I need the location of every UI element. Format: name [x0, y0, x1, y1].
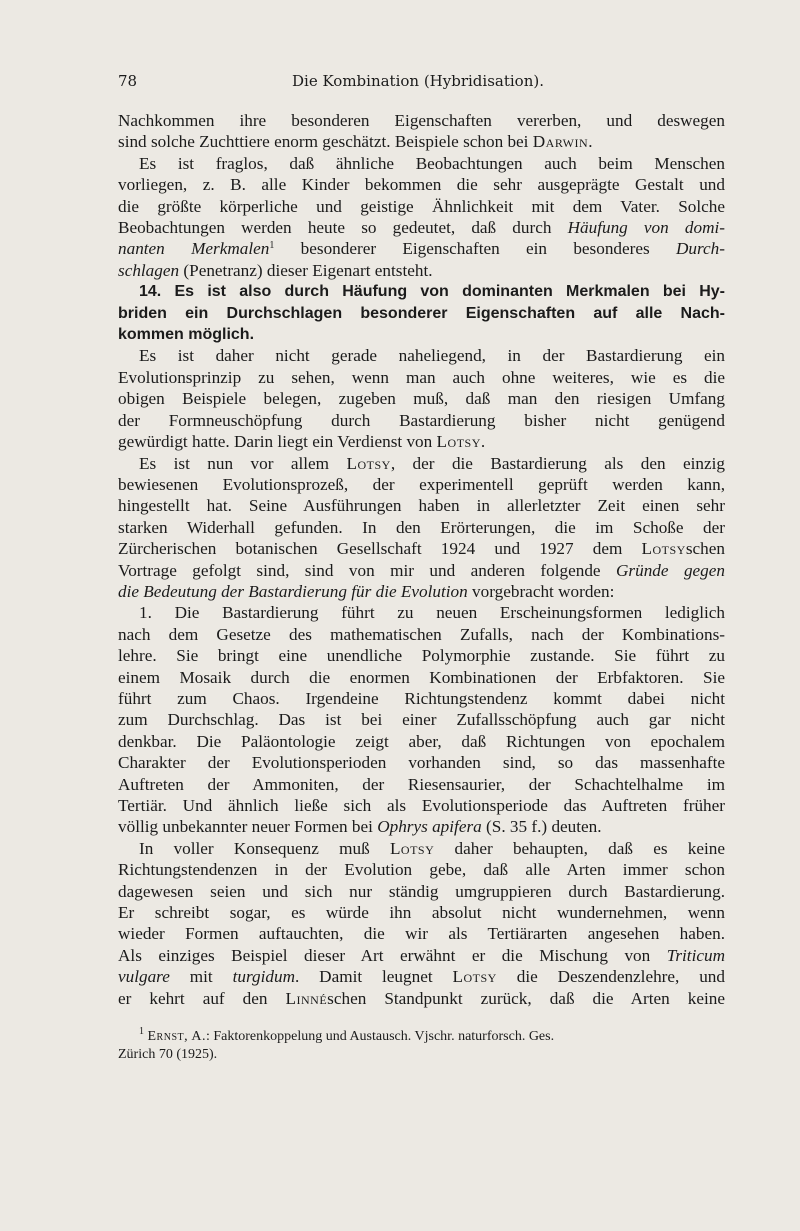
- text-line: schlagen (Penetranz) dieser Eigenart entsteht.: [118, 260, 433, 280]
- text-line: hingestellt hat. Seine Ausführungen haben in allerletzter Zeit einen sehr: [118, 496, 725, 516]
- text-line: Als einziges Beispiel dieser Art erwähnt er die Mischung von Triticum: [118, 945, 725, 965]
- text-line: zum Durchschlag. Das ist bei einer Zufallsschöpfung auch gar nicht: [118, 710, 725, 730]
- text-line: einem Mosaik durch die enormen Kombinationen der Erbfaktoren. Sie: [118, 667, 725, 687]
- footnote: [118, 1028, 725, 1064]
- author-name: Lotsy: [389, 838, 435, 858]
- text-line: Es ist fraglos, daß ähnliche Beobachtungen auch beim Menschen: [139, 153, 725, 173]
- text-line: vulgare mit turgidum. Damit leugnet Lotsy die Deszendenzlehre, und: [118, 967, 725, 987]
- text-line: Es ist nun vor allem Lotsy, der die Bastardierung als den einzig: [139, 453, 726, 473]
- footnote-marker: 1: [139, 1026, 144, 1037]
- author-name: Lotsy: [436, 432, 481, 452]
- author-name: Darwin: [532, 132, 589, 152]
- text-line: vorliegen, z. B. alle Kinder bekommen die sehr ausgeprägte Gestalt und: [118, 175, 725, 195]
- text-line: denkbar. Die Paläontologie zeigt aber, daß Richtungen von epochalem: [118, 731, 725, 751]
- section-heading: briden ein Durchschlagen besonderer Eigenschaften auf alle Nach-: [118, 304, 725, 322]
- text-line: Vortrage gefolgt sind, sind von mir und anderen folgende Gründe gegen: [118, 560, 725, 580]
- text-line: führt zum Chaos. Irgendeine Richtungstendenz kommt dabei nicht: [118, 688, 725, 708]
- section-heading: kommen möglich.: [118, 326, 255, 344]
- text-line: sind solche Zuchttiere enorm geschätzt. Beispiele schon bei Darwin.: [118, 132, 593, 152]
- footnote-line: Zürich 70 (1925).: [118, 1047, 218, 1062]
- text-line: nach dem Gesetze des mathematischen Zufalls, nach der Kombinations-: [118, 624, 725, 644]
- text-line: er kehrt auf den Linnéschen Standpunkt zurück, daß die Arten keine: [118, 988, 725, 1008]
- text-line: gewürdigt hatte. Darin liegt ein Verdienst von Lotsy.: [118, 432, 486, 452]
- text-line: wieder Formen auftauchten, die wir als Tertiärarten angesehen haben.: [118, 924, 725, 944]
- text-line: 1. Die Bastardierung führt zu neuen Erscheinungsformen lediglich: [139, 603, 725, 623]
- text-line: Nachkommen ihre besonderen Eigenschaften vererben, und deswegen: [118, 111, 725, 130]
- text-line: lehre. Sie bringt eine unendliche Polymorphie zustande. Sie führt zu: [118, 646, 725, 666]
- text-line: dagewesen seien und sich nur ständig umgruppieren durch Bastardierung.: [118, 881, 725, 901]
- text-line: Zürcherischen botanischen Gesellschaft 1924 und 1927 dem Lotsyschen: [118, 539, 725, 559]
- text-line: nanten Merkmalen$^1$ besonderer Eigenschaften ein besonderes Durch-: [118, 239, 726, 259]
- text-line: Beobachtungen werden heute so gedeutet, daß durch Häufung von domi-: [118, 218, 725, 238]
- text-line: die Bedeutung der Bastardierung für die Evolution vorgebracht worden:: [118, 581, 615, 601]
- text-line: völlig unbekannter neuer Formen bei Ophrys apifera (S. 35 f.) deuten.: [118, 817, 602, 837]
- text-line: Er schreibt sogar, es würde ihn absolut nicht wundernehmen, wenn: [118, 903, 725, 923]
- text-line: Es ist daher nicht gerade naheliegend, in der Bastardierung ein: [139, 346, 725, 366]
- body-text: [118, 110, 725, 1009]
- author-name: Linné: [285, 988, 328, 1008]
- author-name: Lotsy: [641, 539, 686, 559]
- page-number: 78: [118, 72, 138, 90]
- text-line: Richtungstendenzen in der Evolution gebe, daß alle Arten immer schon: [118, 860, 725, 880]
- text-line: bewiesenen Evolutionsprozeß, der experimentell geprüft werden kann,: [118, 474, 725, 494]
- author-name: Lotsy: [346, 453, 391, 473]
- footnote-line: $^1$ Ernst, A.: Faktorenkoppelung und Austausch. Vjschr. naturforsch. Ges.: [139, 1026, 555, 1044]
- text-line: Auftreten der Ammoniten, der Riesensaurier, der Schachtelhalme im: [118, 774, 725, 794]
- footnote-author: Ernst, A.: [147, 1029, 206, 1044]
- text-line: Tertiär. Und ähnlich ließe sich als Evolutionsperiode das Auftreten früher: [118, 796, 725, 815]
- author-name: Lotsy: [452, 967, 497, 987]
- running-title: Die Kombination (Hybridisation).: [292, 72, 544, 90]
- section-heading: 14. Es ist also durch Häufung von dominanten Merkmalen bei Hy-: [139, 283, 725, 301]
- text-line: In voller Konsequenz muß Lotsy daher behaupten, daß es keine: [139, 838, 725, 858]
- text-line: obigen Beispiele belegen, zugeben muß, daß man den riesigen Umfang: [118, 389, 725, 409]
- text-line: Charakter der Evolutionsperioden vorhanden sind, so das massenhafte: [118, 753, 725, 773]
- text-line: die größte körperliche und geistige Ähnlichkeit mit dem Vater. Solche: [118, 196, 725, 216]
- text-line: starken Widerhall gefunden. In den Erörterungen, die im Schoße der: [118, 517, 725, 537]
- footnote-ref: 1: [269, 240, 275, 252]
- text-line: der Formneuschöpfung durch Bastardierung bisher nicht genügend: [118, 410, 725, 430]
- text-line: Evolutionsprinzip zu sehen, wenn man auch ohne weiteres, wie es die: [118, 367, 725, 387]
- page-header: [118, 72, 718, 94]
